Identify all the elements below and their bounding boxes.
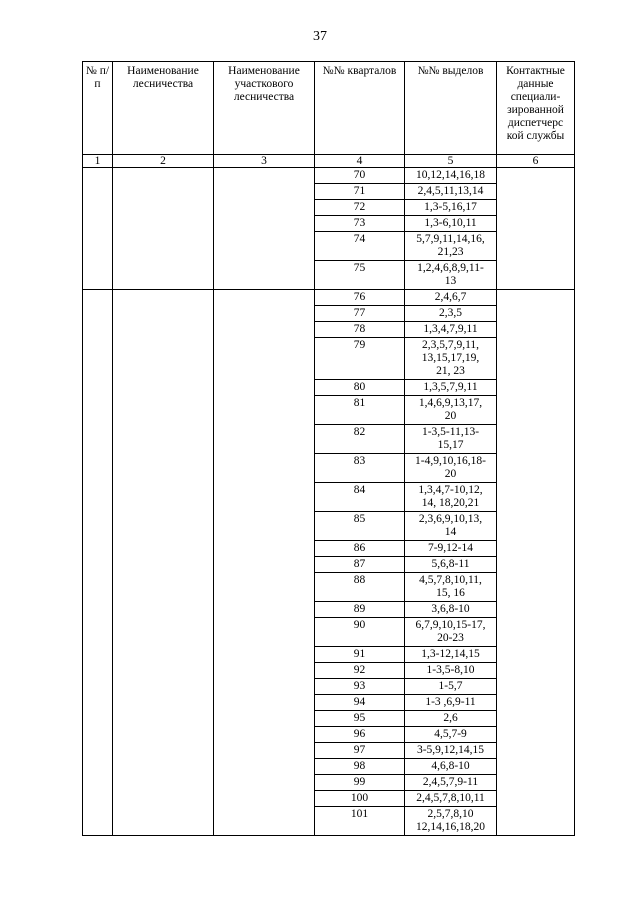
allotments-cell: 2,3,6,9,10,13, 14 xyxy=(405,512,497,541)
allotments-cell: 2,4,5,7,9-11 xyxy=(405,775,497,791)
number-cell xyxy=(83,290,113,836)
column-number: 6 xyxy=(497,155,575,168)
quarter-cell: 97 xyxy=(315,743,405,759)
quarter-cell: 76 xyxy=(315,290,405,306)
quarter-cell: 73 xyxy=(315,216,405,232)
page-number: 37 xyxy=(313,29,327,44)
quarter-cell: 81 xyxy=(315,396,405,425)
quarter-cell: 91 xyxy=(315,647,405,663)
allotments-cell: 1,3,4,7,9,11 xyxy=(405,322,497,338)
allotments-cell: 1,4,6,9,13,17, 20 xyxy=(405,396,497,425)
forest-table xyxy=(82,61,575,836)
allotments-cell: 1,3-12,14,15 xyxy=(405,647,497,663)
allotments-cell: 4,6,8-10 xyxy=(405,759,497,775)
quarter-cell: 99 xyxy=(315,775,405,791)
table-row xyxy=(83,290,575,306)
quarter-cell: 96 xyxy=(315,727,405,743)
allotments-cell: 3-5,9,12,14,15 xyxy=(405,743,497,759)
column-numbers-row xyxy=(83,155,575,168)
allotments-cell: 1-3,5-11,13- 15,17 xyxy=(405,425,497,454)
allotments-cell: 1-3 ,6,9-11 xyxy=(405,695,497,711)
quarter-cell: 80 xyxy=(315,380,405,396)
allotments-cell: 7-9,12-14 xyxy=(405,541,497,557)
district-forestry-cell xyxy=(214,290,315,836)
forestry-cell xyxy=(113,168,214,290)
allotments-cell: 2,6 xyxy=(405,711,497,727)
quarter-cell: 74 xyxy=(315,232,405,261)
quarter-cell: 101 xyxy=(315,807,405,836)
header-cell-forestry: Наименование лесничества xyxy=(113,62,214,155)
quarter-cell: 77 xyxy=(315,306,405,322)
quarter-cell: 84 xyxy=(315,483,405,512)
column-number: 4 xyxy=(315,155,405,168)
allotments-cell: 2,4,5,7,8,10,11 xyxy=(405,791,497,807)
allotments-cell: 2,4,6,7 xyxy=(405,290,497,306)
allotments-cell: 2,3,5,7,9,11, 13,15,17,19, 21, 23 xyxy=(405,338,497,380)
header-cell-number: № п/п xyxy=(83,62,113,155)
allotments-cell: 1,3-5,16,17 xyxy=(405,200,497,216)
quarter-cell: 92 xyxy=(315,663,405,679)
district-forestry-cell xyxy=(214,168,315,290)
column-number: 2 xyxy=(113,155,214,168)
allotments-cell: 3,6,8-10 xyxy=(405,602,497,618)
header-cell-allotments: №№ выделов xyxy=(405,62,497,155)
header-cell-district-forestry: Наименование участкового лесничества xyxy=(214,62,315,155)
header-cell-quarters: №№ кварталов xyxy=(315,62,405,155)
allotments-cell: 1,3,5,7,9,11 xyxy=(405,380,497,396)
allotments-cell: 2,5,7,8,10 12,14,16,18,20 xyxy=(405,807,497,836)
column-number: 3 xyxy=(214,155,315,168)
table-body xyxy=(83,168,575,836)
quarter-cell: 86 xyxy=(315,541,405,557)
quarter-cell: 100 xyxy=(315,791,405,807)
allotments-cell: 4,5,7,8,10,11, 15, 16 xyxy=(405,573,497,602)
quarter-cell: 94 xyxy=(315,695,405,711)
allotments-cell: 1,2,4,6,8,9,11- 13 xyxy=(405,261,497,290)
quarter-cell: 89 xyxy=(315,602,405,618)
quarter-cell: 71 xyxy=(315,184,405,200)
allotments-cell: 1,3,4,7-10,12, 14, 18,20,21 xyxy=(405,483,497,512)
quarter-cell: 82 xyxy=(315,425,405,454)
column-number: 1 xyxy=(83,155,113,168)
quarter-cell: 72 xyxy=(315,200,405,216)
allotments-cell: 1,3-6,10,11 xyxy=(405,216,497,232)
column-number: 5 xyxy=(405,155,497,168)
allotments-cell: 1-5,7 xyxy=(405,679,497,695)
table-row xyxy=(83,168,575,184)
quarter-cell: 93 xyxy=(315,679,405,695)
allotments-cell: 1-4,9,10,16,18- 20 xyxy=(405,454,497,483)
quarter-cell: 78 xyxy=(315,322,405,338)
allotments-cell: 5,7,9,11,14,16, 21,23 xyxy=(405,232,497,261)
quarter-cell: 95 xyxy=(315,711,405,727)
header-cell-contacts: Контактные данные специали-зированной диспетчерс кой службы xyxy=(497,62,575,155)
quarter-cell: 85 xyxy=(315,512,405,541)
allotments-cell: 5,6,8-11 xyxy=(405,557,497,573)
forestry-cell xyxy=(113,290,214,836)
quarter-cell: 70 xyxy=(315,168,405,184)
allotments-cell: 2,3,5 xyxy=(405,306,497,322)
quarter-cell: 98 xyxy=(315,759,405,775)
number-cell xyxy=(83,168,113,290)
contacts-cell xyxy=(497,290,575,836)
quarter-cell: 87 xyxy=(315,557,405,573)
quarter-cell: 79 xyxy=(315,338,405,380)
allotments-cell: 2,4,5,11,13,14 xyxy=(405,184,497,200)
quarter-cell: 83 xyxy=(315,454,405,483)
allotments-cell: 1-3,5-8,10 xyxy=(405,663,497,679)
header-row xyxy=(83,62,575,155)
contacts-cell xyxy=(497,168,575,290)
quarter-cell: 88 xyxy=(315,573,405,602)
allotments-cell: 10,12,14,16,18 xyxy=(405,168,497,184)
allotments-cell: 6,7,9,10,15-17, 20-23 xyxy=(405,618,497,647)
quarter-cell: 90 xyxy=(315,618,405,647)
quarter-cell: 75 xyxy=(315,261,405,290)
allotments-cell: 4,5,7-9 xyxy=(405,727,497,743)
